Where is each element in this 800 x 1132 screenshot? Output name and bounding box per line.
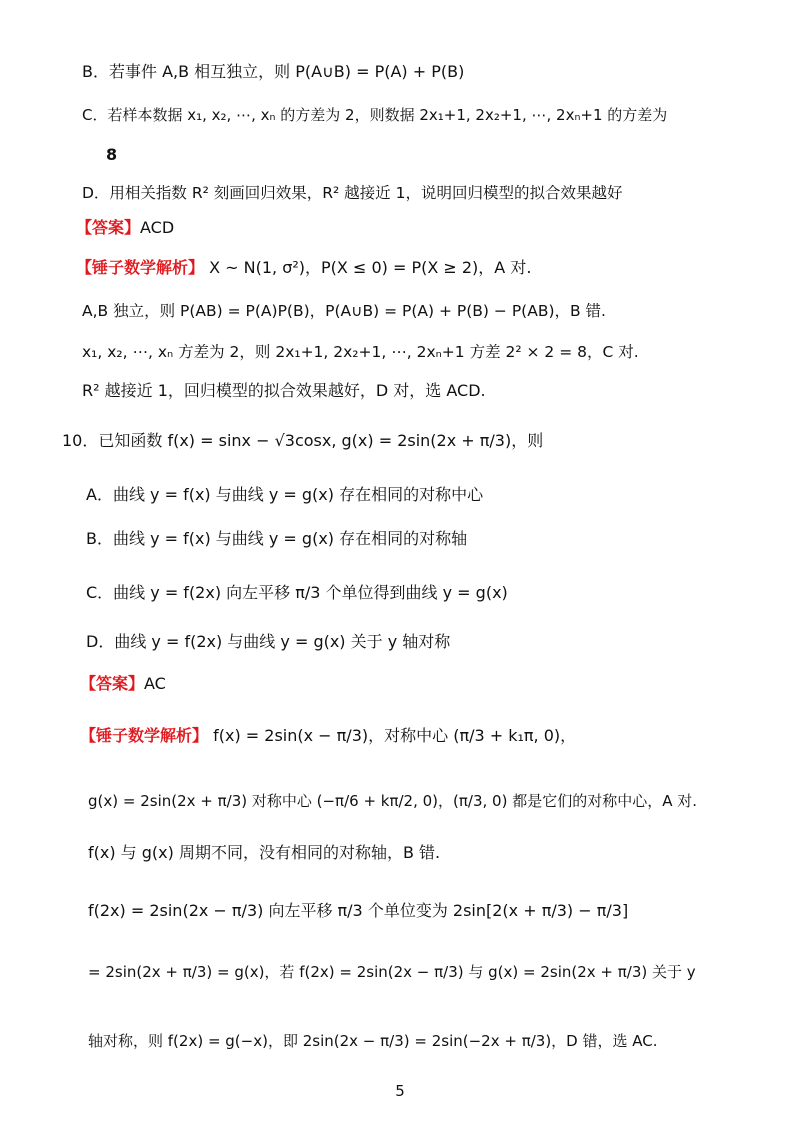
q10-option-a: A．曲线 y = f(x) 与曲线 y = g(x) 存在相同的对称中心 xyxy=(86,485,484,504)
q9-answer-line xyxy=(76,216,174,240)
analysis-text: f(x) = 2sin(x − π/3)，对称中心 (π/3 + k₁π, 0)， xyxy=(213,726,577,745)
q9-option-c-continued: 8 xyxy=(106,145,118,164)
analysis-tag: 【锤子数学解析】 xyxy=(80,726,209,745)
q10-analysis-line-2: g(x) = 2sin(2x + π/3) 对称中心 (−π/6 + kπ/2, 0)，(π/3, 0) 都是它们的对称中心，A 对. xyxy=(88,792,698,810)
q9-analysis-line-2: A,B 独立，则 P(AB) = P(A)P(B)，P(A∪B) = P(A) + P(B) − P(AB)，B 错. xyxy=(82,302,606,320)
q9-analysis-line-3: x₁, x₂, ⋯, xₙ 方差为 2，则 2x₁+1, 2x₂+1, ⋯, 2xₙ+1 方差 2² × 2 = 8，C 对. xyxy=(82,343,639,361)
answer-tag: 【答案】 xyxy=(76,218,141,237)
q10-analysis-line-1 xyxy=(80,724,576,748)
answer-tag: 【答案】 xyxy=(80,674,145,693)
analysis-text: X ~ N(1, σ²)，P(X ≤ 0) = P(X ≥ 2)，A 对. xyxy=(209,258,532,277)
q10-option-c: C．曲线 y = f(2x) 向左平移 π/3 个单位得到曲线 y = g(x) xyxy=(86,583,508,602)
q10-analysis-line-3: f(x) 与 g(x) 周期不同，没有相同的对称轴，B 错. xyxy=(88,843,441,862)
answer-value: AC xyxy=(144,674,166,693)
q10-analysis-line-4: f(2x) = 2sin(2x − π/3) 向左平移 π/3 个单位变为 2sin[2(x + π/3) − π/3] xyxy=(88,901,629,920)
q10-option-b: B．曲线 y = f(x) 与曲线 y = g(x) 存在相同的对称轴 xyxy=(86,529,468,548)
q10-analysis-line-5: = 2sin(2x + π/3) = g(x)，若 f(2x) = 2sin(2x − π/3) 与 g(x) = 2sin(2x + π/3) 关于 y xyxy=(88,963,696,981)
q9-option-c: C．若样本数据 x₁, x₂, ⋯, xₙ 的方差为 2，则数据 2x₁+1, 2x₂+1, ⋯, 2xₙ+1 的方差为 xyxy=(82,106,668,124)
q9-option-b: B．若事件 A,B 相互独立，则 P(A∪B) = P(A) + P(B) xyxy=(82,62,465,81)
q10-analysis-line-6: 轴对称，则 f(2x) = g(−x)，即 2sin(2x − π/3) = 2sin(−2x + π/3)，D 错，选 AC. xyxy=(88,1032,658,1050)
q9-option-d: D．用相关指数 R² 刻画回归效果，R² 越接近 1，说明回归模型的拟合效果越好 xyxy=(82,184,623,202)
answer-value: ACD xyxy=(140,218,175,237)
q10-option-d: D．曲线 y = f(2x) 与曲线 y = g(x) 关于 y 轴对称 xyxy=(86,632,451,651)
page-number: 5 xyxy=(395,1082,405,1100)
q9-analysis-line-1 xyxy=(76,256,531,280)
q9-analysis-line-4: R² 越接近 1，回归模型的拟合效果越好，D 对，选 ACD. xyxy=(82,381,486,400)
q10-answer-line xyxy=(80,672,166,696)
analysis-tag: 【锤子数学解析】 xyxy=(76,258,205,277)
q10-stem: 10．已知函数 f(x) = sinx − √3cosx, g(x) = 2sin(2x + π/3)，则 xyxy=(62,431,544,450)
